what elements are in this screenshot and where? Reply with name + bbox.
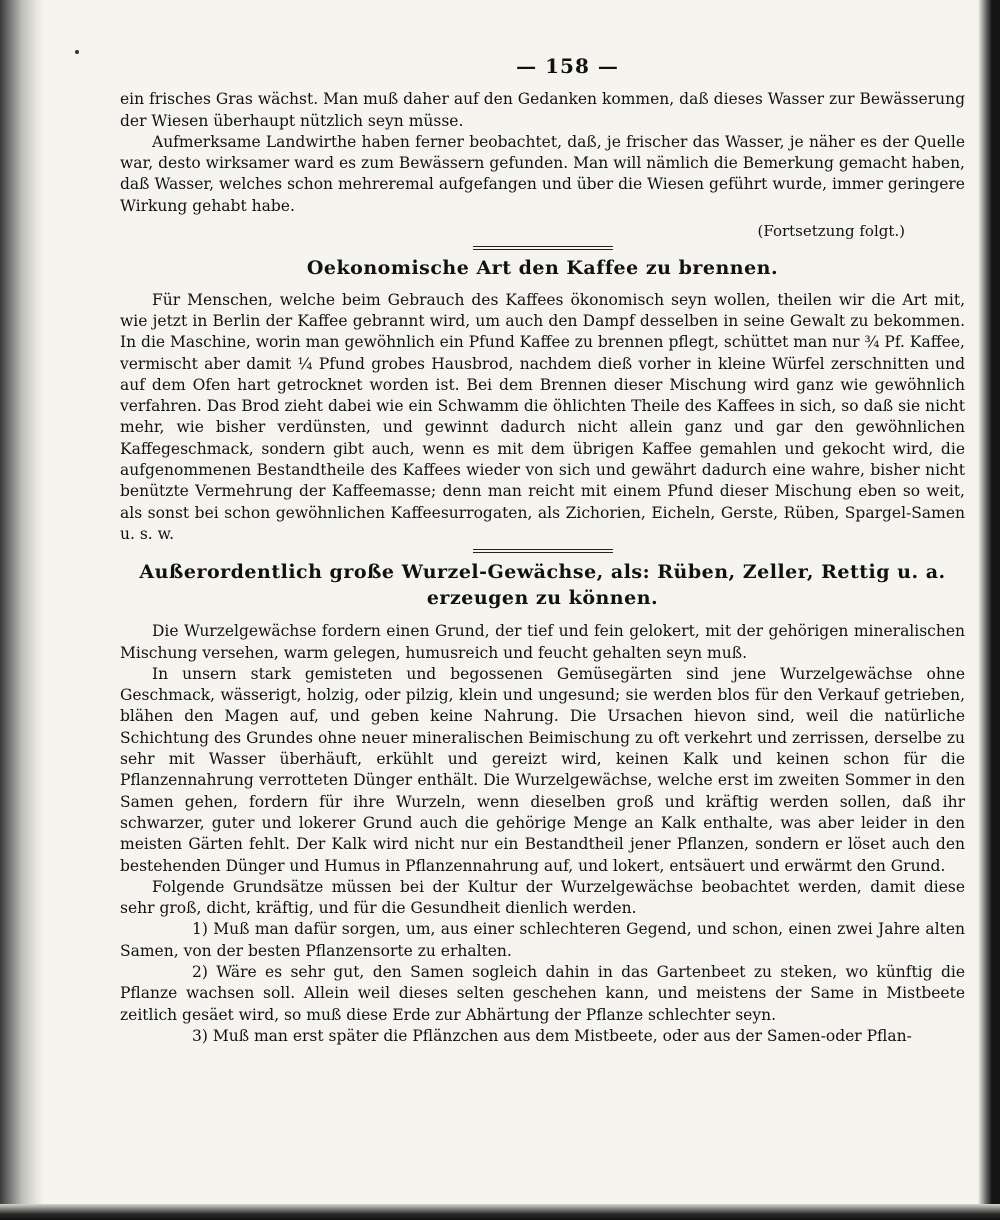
paragraph-principles: Folgende Grundsätze müssen bei der Kultur der Wurzelgewächse beobachtet werden, damit diese sehr groß, dicht, kräftig, und für die Gesundheit dienlich werden. xyxy=(120,877,965,918)
section-heading-roots xyxy=(120,559,965,611)
section-heading-roots-line1: Außerordentlich große Wurzel-Gewächse, als: Rüben, Zeller, Rettig u. a. xyxy=(139,561,946,584)
continued-note: (Fortsetzung folgt.) xyxy=(757,222,905,241)
ink-speck xyxy=(75,50,79,54)
paragraph-coffee: Für Menschen, welche beim Gebrauch des Kaffees ökonomisch seyn wollen, theilen wir die Art mit, wie jetzt in Berlin der Kaffee gebrannt wird, um auch den Dampf desselben in seine Gewalt zu bekommen. In die Maschine, worin man gewöhnlich ein Pfund Kaffee zu brennen pflegt, schüttet man nur ¾ Pf. Kaffee, vermischt aber damit ¼ Pfund grobes Hausbrod, nachdem dieß vorher in kleine Würfel zerschnitten und auf dem Ofen hart getrocknet worden ist. Bei dem Brennen dieser Mischung wird ganz wie gewöhnlich verfahren. Das Brod zieht dabei wie ein Schwamm die öhlichten Theile des Kaffees in sich, so daß sie nicht mehr, wie bisher verdünsten, und gewinnt dadurch nicht allein ganz und gar den gewöhnlichen Kaffegeschmack, sondern gibt auch, wenn es mit dem übrigen Kaffee gemahlen und gekocht wird, die aufgenommenen Bestandtheile des Kaffees wieder von sich und gewährt dadurch eine wahre, bisher nicht benützte Vermehrung der Kaffeemasse; denn man reicht mit einem Pfund dieser Mischung eben so weit, als sonst bei schon gewöhnlichen Kaffeesurrogaten, als Zichorien, Eicheln, Gerste, Rüben, Spargel-Samen u. s. w. xyxy=(120,290,965,543)
book-binding-gutter xyxy=(0,0,44,1220)
page-right-edge xyxy=(978,0,1000,1220)
page-bottom-edge xyxy=(0,1204,1000,1220)
paragraph-roots-gardens: In unsern stark gemisteten und begossenen Gemüsegärten sind jene Wurzelgewächse ohne Geschmack, wässerigt, holzig, oder pilzig, klein und ungesund; sie werden blos für den Verkauf getrieben, blähen den Magen auf, und geben keine Nahrung. Die Ursachen hievon sind, weil die natürliche Schichtung des Grundes ohne neuer mineralischen Beimischung zu oft verkehrt und zerrissen, derselbe zu sehr mit Wasser überhäuft, erkühlt und gereizt wird, keinen Kalk und keinen schon für die Pflanzennahrung verrotteten Dünger enthält. Die Wurzelgewächse, welche erst im zweiten Sommer in den Samen gehen, fordern für ihre Wurzeln, wenn dieselben groß und kräftig werden sollen, daß ihr schwarzer, guter und lokerer Grund auch die gehörige Menge an Kalk enthalte, was aber leider in den meisten Gärten fehlt. Der Kalk wird nicht nur ein Bestandtheil jener Pflanzen, sondern er löset auch den bestehenden Dünger und Humus in Pflanzennahrung auf, und lokert, entsäuert und erwärmt den Grund. xyxy=(120,664,965,875)
page-number: — 158 — xyxy=(516,54,619,78)
paragraph-grass: ein frisches Gras wächst. Man muß daher auf den Gedanken kommen, daß dieses Wasser zur Bewässerung der Wiesen überhaupt nützlich seyn müsse. xyxy=(120,90,965,130)
page-text-block xyxy=(120,56,965,1047)
list-item-2: 2) Wäre es sehr gut, den Samen sogleich dahin in das Gartenbeet zu steken, wo künftig die Pflanze wachsen soll. Allein weil dieses selten geschehen kann, und meistens der Same in Mistbeete zeitlich gesäet wird, so muß diese Erde zur Abhärtung der Pflanze schlechter seyn. xyxy=(120,962,965,1024)
paragraph-roots-ground: Die Wurzelgewächse fordern einen Grund, der tief und fein gelokert, mit der gehörigen mineralischen Mischung versehen, warm gelegen, humusreich und feucht gehalten seyn muß. xyxy=(120,622,965,662)
list-item-1: 1) Muß man dafür sorgen, um, aus einer schlechteren Gegend, und schon, einen zwei Jahre alten Samen, von der besten Pflanzensorte zu erhalten. xyxy=(120,920,965,960)
list-item-3: 3) Muß man erst später die Pflänzchen aus dem Mistbeete, oder aus der Samen-oder Pflan- xyxy=(192,1026,912,1045)
section-heading-coffee: Oekonomische Art den Kaffee zu brennen. xyxy=(306,257,779,280)
paragraph-water-observation: Aufmerksame Landwirthe haben ferner beobachtet, daß, je frischer das Wasser, je näher es der Quelle war, desto wirksamer ward es zum Bewässern gefunden. Man will nämlich die Bemerkung gemacht haben, daß Wasser, welches schon mehreremal aufgefangen und über die Wiesen geführt wurde, immer geringere Wirkung gehabt habe. xyxy=(120,132,965,215)
section-divider xyxy=(473,246,613,250)
section-divider xyxy=(473,549,613,553)
section-heading-roots-line2: erzeugen zu können. xyxy=(426,587,659,610)
